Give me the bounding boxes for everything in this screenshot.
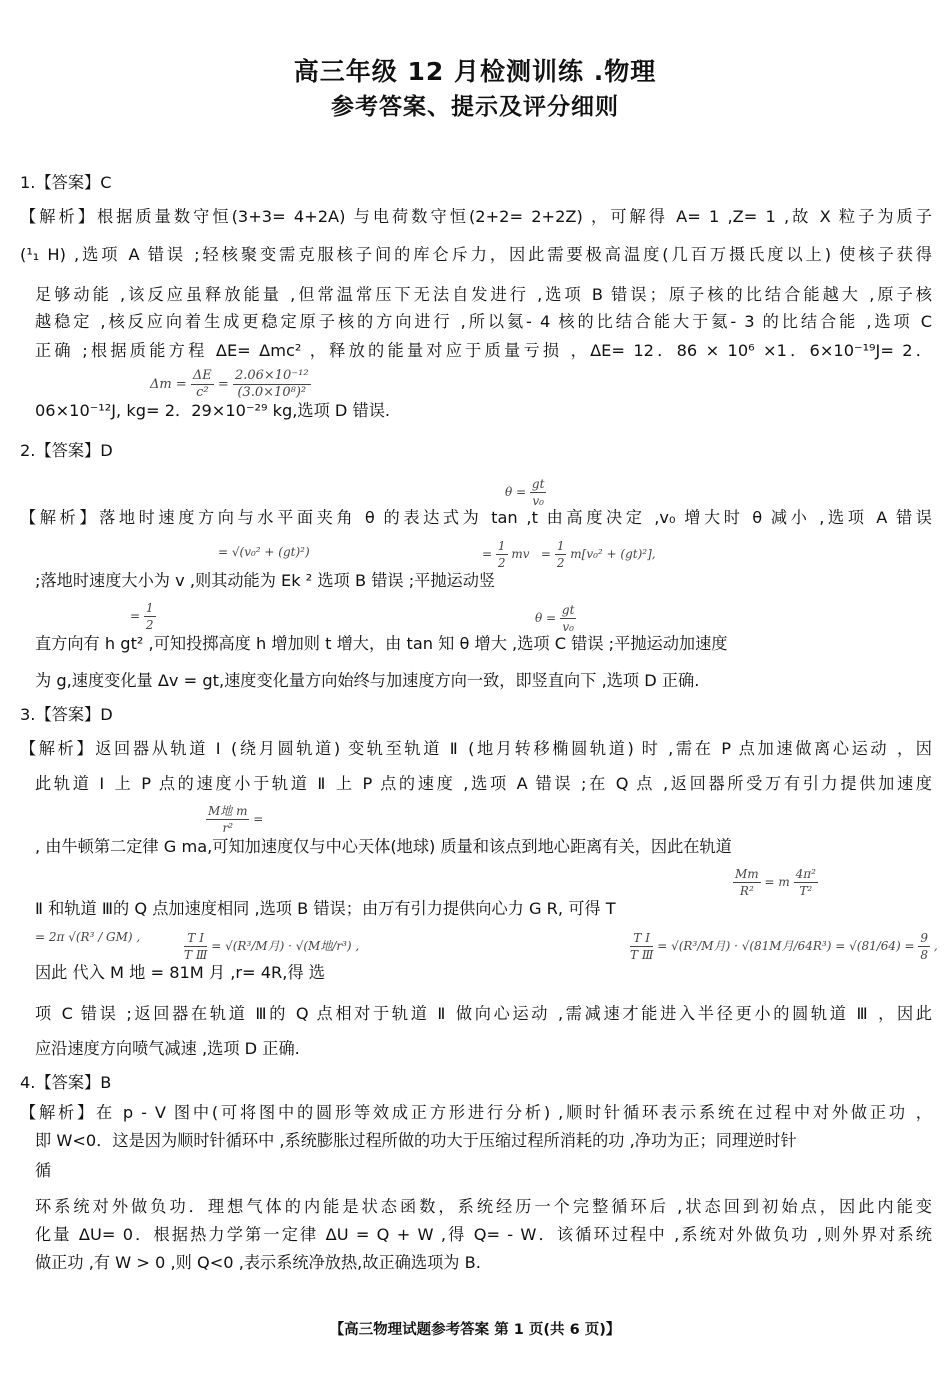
q2-analysis-line: 直方向有 h gt² ,可知投掷高度 h 增加则 t 增大，由 tan 知 θ 增大 ,选项 C 错误 ;平抛运动加速度 [35,634,728,653]
q3-analysis-line: 此轨道 Ⅰ 上 P 点的速度小于轨道 Ⅱ 上 P 点的速度 ,选项 A 错误 ;在 Q 点 ,返回器所受万有引力提供加速度 [35,774,932,793]
q2-height-formula: = $\frac{1}{2}$ [130,601,154,632]
q1-analysis-line: 06×10⁻¹²J, kg= 2．29×10⁻²⁹ kg,选项 D 错误. [35,401,391,420]
q3-analysis-line: , 由牛顿第二定律 G ma,可知加速度仅与中心天体(地球) 质量和该点到地心距离有关，因此在轨道 [35,837,732,856]
q4-analysis-line: 即 W<0．这是因为顺时针循环中 ,系统膨胀过程所做的功大于压缩过程所消耗的功 ,净功为正；同理逆时针 [35,1131,797,1150]
q3-analysis-line: 因此 代入 M 地 = 81M 月 ,r= 4R,得 选 [35,963,325,982]
q4-analysis-line: 【解析】在 p - V 图中(可将图中的圆形等效成正方形进行分析) ,顺时针循环表示系统在过程中对外做正功 ， [20,1103,932,1122]
q2-analysis-line: 【解析】落地时速度方向与水平面夹角 θ 的表达式为 tan ,t 由高度决定 ,v₀ 增大时 θ 减小 ,选项 A 错误 [20,508,932,527]
page-title: 高三年级 12 月检测训练 .物理 [293,57,657,86]
q3-analysis-line: 项 C 错误 ;返回器在轨道 Ⅲ的 Q 点相对于轨道 Ⅱ 做向心运动 ,需减速才能进入半径更小的圆轨道 Ⅲ ，因此 [35,1004,932,1023]
page-subtitle: 参考答案、提示及评分细则 [331,94,619,120]
q2-kinetic-energy-formula: = $\frac{1}{2}$ mv = $\frac{1}{2}$ m[v₀² + (gt)²], [482,539,656,570]
q1-analysis-line: 越稳定 ,核反应向着生成更稳定原子核的方向进行 ,所以氦- 4 核的比结合能大于氦- 3 的比结合能 ,选项 C [35,312,932,331]
q4-analysis-line: 循 [35,1161,52,1180]
q2-tan-formula-2: θ = $\frac{gt}{\text{v₀}}$ [535,603,575,634]
q3-analysis-line: 应沿速度方向喷气减速 ,选项 D 正确. [35,1039,300,1058]
q1-analysis-line: 足够动能 ,该反应虽释放能量 ,但常温常压下无法自发进行 ,选项 B 错误；原子核的比结合能越大 ,原子核 [35,285,932,304]
q1-analysis-line: 【解析】根据质量数守恒(3+3= 4+2A) 与电荷数守恒(2+2= 2+2Z) ，可解得 A= 1 ,Z= 1 ,故 X 粒子为质子 [20,207,932,226]
q1-answer: 1.【答案】C [20,173,112,192]
q2-tan-formula: θ = $\frac{gt}{\text{v₀}}$ [505,477,545,508]
q3-newton-formula: $\frac{\text{M地 m}}{\text{r²}}$ = [208,804,264,835]
q3-period-formula: = 2π √(R³ / GM) , [35,930,141,944]
q2-speed-formula: = √(v₀² + (gt)²) [218,545,310,559]
q4-answer: 4.【答案】B [20,1073,112,1092]
q1-analysis-line: 正确 ;根据质能方程 ΔE= Δmc² ，释放的能量对应于质量亏损 ，ΔE= 12．86 × 10⁶ ×1．6×10⁻¹⁹J= 2． [35,341,932,360]
q3-result-formula: $\frac{\text{T Ⅰ}}{\text{T Ⅲ}}$ = √(R³/M月) · √(81M月/64R³) = √(81/64) = $\frac{9}{8}$ , [630,931,938,962]
q3-centripetal-formula: $\frac{Mm}{\text{R²}}$ = m $\frac{\text{4π²}}{\text{T²}}$ [735,867,816,898]
q3-answer: 3.【答案】D [20,705,113,724]
q3-analysis-line: Ⅱ 和轨道 Ⅲ的 Q 点加速度相同 ,选项 B 错误；由万有引力提供向心力 G R, 可得 T [35,899,616,918]
q2-analysis-line: 为 g,速度变化量 Δv = gt,速度变化量方向始终与加速度方向一致，即竖直向下 ,选项 D 正确. [35,671,700,690]
q4-analysis-line: 做正功 ,有 W > 0 ,则 Q<0 ,表示系统净放热,故正确选项为 B. [35,1253,481,1272]
q2-answer: 2.【答案】D [20,441,113,460]
q1-mass-defect-formula: Δm = $\frac{\Delta E}{\text{c²}}$ = $\frac{\text{2.06×10⁻¹²}}{\text{(3.0×10⁸)²}}$ [150,368,309,400]
q4-analysis-line: 环系统对外做负功．理想气体的内能是状态函数，系统经历一个完整循环后 ,状态回到初始点，因此内能变 [35,1197,932,1216]
q3-analysis-line: 【解析】返回器从轨道 Ⅰ (绕月圆轨道) 变轨至轨道 Ⅱ (地月转移椭圆轨道) 时 ,需在 P 点加速做离心运动 ，因 [20,739,932,758]
q1-analysis-line: (¹₁ H) ,选项 A 错误 ;轻核聚变需克服核子间的库仑斥力，因此需要极高温度(几百万摄氏度以上) 使核子获得 [20,245,932,264]
q3-ratio-formula: $\frac{\text{T Ⅰ}}{\text{T Ⅲ}}$ = √(R³/M月) · √(M地/r³) , [184,931,360,962]
page-footer: 【高三物理试题参考答案 第 1 页(共 6 页)】 [329,1322,621,1338]
q2-analysis-line: ;落地时速度大小为 v ,则其动能为 Ek ² 选项 B 错误 ;平抛运动竖 [35,571,496,590]
q4-analysis-line: 化量 ΔU= 0．根据热力学第一定律 ΔU = Q + W ,得 Q= - W．该循环过程中 ,系统对外做负功 ,则外界对系统 [35,1225,932,1244]
